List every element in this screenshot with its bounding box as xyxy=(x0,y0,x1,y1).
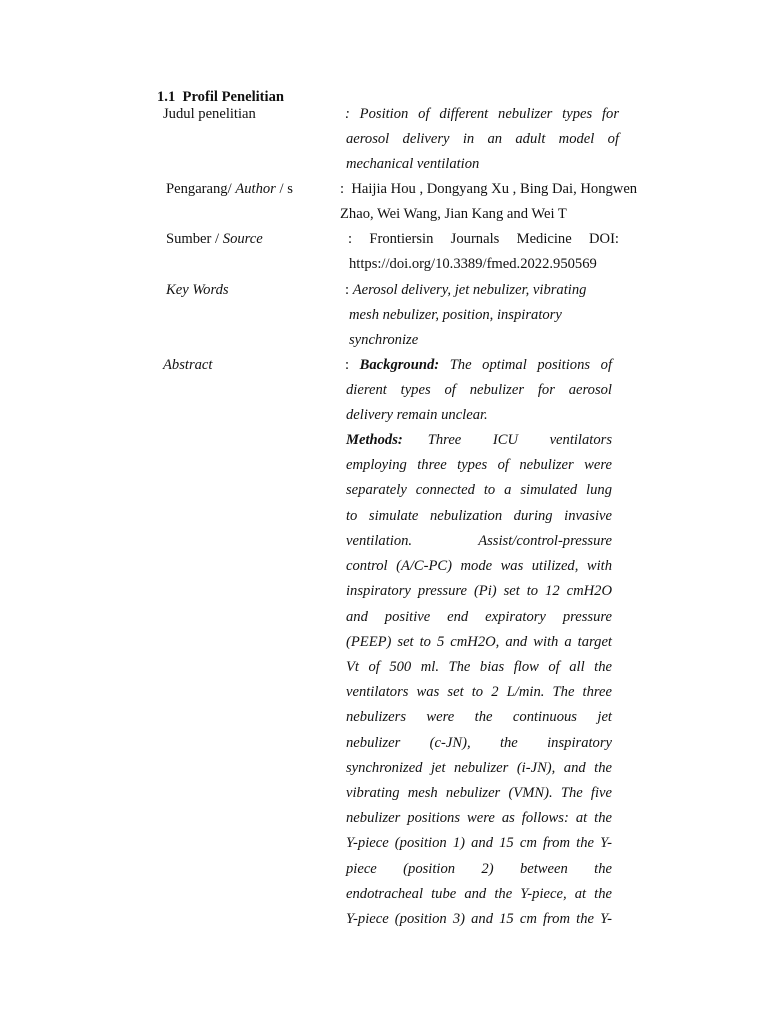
abstract-background-line-3: delivery remain unclear. xyxy=(346,407,488,423)
sumber-line-1: : Frontiersin Journals Medicine DOI: xyxy=(348,231,619,247)
methods-label: Methods: xyxy=(346,432,403,448)
methods-line-2: employing three types of nebulizer were xyxy=(346,457,612,473)
pengarang-label-prefix: Pengarang/ xyxy=(166,181,236,197)
methods-line-19: endotracheal tube and the Y-piece, at the xyxy=(346,886,612,902)
pengarang-line-2: Zhao, Wei Wang, Jian Kang and Wei T xyxy=(340,206,567,222)
pengarang-label xyxy=(166,180,293,198)
abstract-background-line-1 xyxy=(345,356,612,374)
sumber-label xyxy=(166,230,263,248)
pengarang-label-author: Author xyxy=(235,181,276,197)
background-first: The optimal positions of xyxy=(439,357,612,373)
methods-line-17: Y-piece (position 1) and 15 cm from the Y- xyxy=(346,835,612,851)
abstract-background-line-2: dierent types of nebulizer for aerosol xyxy=(346,382,612,398)
section-heading xyxy=(157,88,284,106)
methods-line-8: and positive end expiratory pressure xyxy=(346,609,612,625)
section-number: 1.1 xyxy=(157,89,176,105)
methods-line-11: ventilators was set to 2 L/min. The three xyxy=(346,684,612,700)
keywords-line-2: mesh nebulizer, position, inspiratory xyxy=(349,307,562,323)
abstract-label: Abstract xyxy=(163,357,213,373)
keywords-line-3: synchronize xyxy=(349,332,419,348)
methods-line-10: Vt of 500 ml. The bias flow of all the xyxy=(346,659,612,675)
judul-line-3: mechanical ventilation xyxy=(346,156,480,172)
sumber-label-prefix: Sumber / xyxy=(166,231,223,247)
methods-line-15: vibrating mesh nebulizer (VMN). The five xyxy=(346,785,612,801)
methods-line-18: piece (position 2) between the xyxy=(346,861,612,877)
keywords-line-1 xyxy=(345,281,586,299)
section-title: Profil Penelitian xyxy=(182,89,285,105)
methods-line-13: nebulizer (c-JN), the inspiratory xyxy=(346,735,612,751)
abstract-methods-line-1 xyxy=(346,431,612,449)
methods-line-9: (PEEP) set to 5 cmH2O, and with a target xyxy=(346,634,612,650)
methods-line-14: synchronized jet nebulizer (i-JN), and the xyxy=(346,760,612,776)
methods-line-7: inspiratory pressure (Pi) set to 12 cmH2O xyxy=(346,583,612,599)
judul-line-2: aerosol delivery in an adult model of xyxy=(346,131,619,147)
keywords-label: Key Words xyxy=(166,282,229,298)
methods-line-3: separately connected to a simulated lung xyxy=(346,482,612,498)
methods-line-16: nebulizer positions were as follows: at the xyxy=(346,810,612,826)
methods-line-4: to simulate nebulization during invasive xyxy=(346,508,612,524)
pengarang-line-1: : Haijia Hou , Dongyang Xu , Bing Dai, Hongwen xyxy=(340,181,638,197)
background-label: Background: xyxy=(359,357,440,373)
methods-first: Three ICU ventilators xyxy=(427,432,612,448)
methods-line-12: nebulizers were the continuous jet xyxy=(346,709,612,725)
sumber-label-source: Source xyxy=(222,231,263,247)
methods-line-6: control (A/C-PC) mode was utilized, with xyxy=(346,558,612,574)
methods-line-20: Y-piece (position 3) and 15 cm from the Y- xyxy=(346,911,612,927)
judul-label: Judul penelitian xyxy=(163,106,256,122)
methods-line-5: ventilation. Assist/control-pressure xyxy=(346,533,612,549)
keywords-colon: : xyxy=(345,282,353,298)
keywords-text-1: Aerosol delivery, jet nebulizer, vibrating xyxy=(352,282,587,298)
abstract-colon: : xyxy=(345,357,360,373)
sumber-doi: https://doi.org/10.3389/fmed.2022.950569 xyxy=(349,256,597,272)
judul-line-1: : Position of different nebulizer types for xyxy=(345,106,619,122)
pengarang-label-suffix: / s xyxy=(275,181,293,197)
